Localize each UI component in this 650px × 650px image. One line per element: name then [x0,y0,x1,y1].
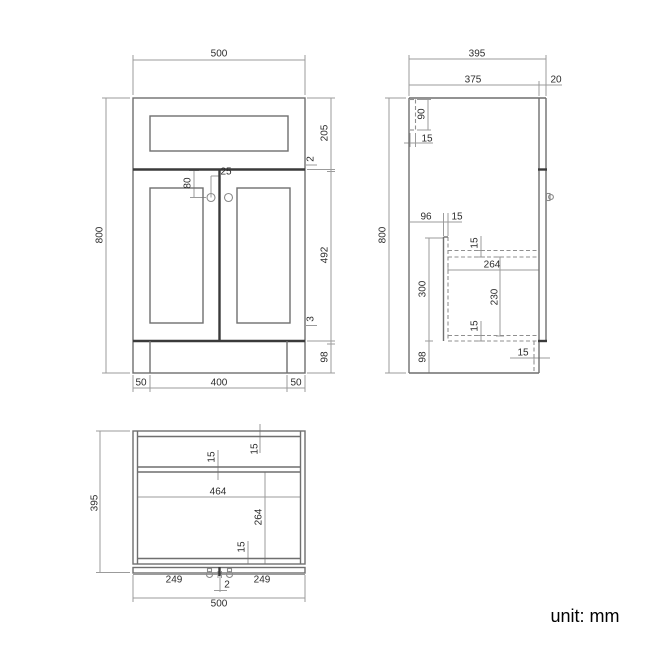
front-view [95,49,336,393]
dim-front-plinth-inset-left: 50 [135,377,147,389]
unit-label: unit: mm [550,606,620,626]
dim-plan-back-rail-thickness: 15 [206,451,218,463]
dim-side-back-rail-thickness: 15 [421,133,433,145]
dim-side-plinth-recess: 15 [517,347,529,359]
dim-side-door-thickness: 20 [550,74,562,86]
front-cabinet-outline [133,98,305,373]
dim-plan-interior-depth: 264 [253,508,265,526]
dim-plan-back-thickness: 15 [249,443,261,455]
dim-front-height: 800 [94,226,106,244]
dim-front-door-height: 492 [319,246,331,264]
plan-dimension-lines [96,424,305,602]
dim-plan-door-right-width: 249 [253,574,271,586]
front-left-door-panel [150,188,203,323]
dim-side-partition-offset: 96 [420,211,432,223]
dim-front-plinth-inset-right: 50 [290,377,302,389]
dim-front-bottom-gap: 3 [305,316,317,322]
dim-side-shelf-thickness: 15 [469,237,481,249]
front-drawer-panel [150,116,288,151]
dim-front-plinth-height: 98 [319,351,331,363]
dim-side-plinth-height: 98 [417,351,429,363]
dim-plan-interior-width: 464 [209,486,227,498]
plan-view [90,424,306,610]
dim-front-top-gap: 2 [305,156,317,162]
dim-side-back-rail-height: 90 [416,108,428,120]
dim-front-handle-offset: 25 [220,166,232,178]
plan-cabinet-outline [133,431,305,578]
dim-front-width: 500 [210,48,228,60]
dim-front-opening-width: 400 [210,377,228,389]
front-right-door-panel [237,188,290,323]
side-view [378,49,563,374]
side-knob-cap [549,195,554,200]
dim-side-compartment-height: 300 [417,280,429,298]
dim-plan-front-rail-thickness: 15 [236,541,248,553]
dim-side-bottom-thickness: 15 [469,320,481,332]
dim-side-height: 800 [377,226,389,244]
dim-side-partition-thickness: 15 [451,211,463,223]
dim-side-shelf-depth: 264 [483,259,501,271]
dim-plan-door-gap: 2 [224,579,230,591]
dim-plan-depth: 395 [89,494,101,512]
front-right-knob [225,194,233,202]
dim-side-carcass-depth: 375 [464,74,482,86]
dim-plan-door-left-width: 249 [165,574,183,586]
dim-side-shelf-clearance: 230 [489,288,501,306]
dim-plan-width: 500 [210,598,228,610]
dim-front-handle-drop: 80 [182,177,194,189]
dim-side-depth: 395 [468,48,486,60]
dim-front-drawer-height: 205 [319,124,331,142]
